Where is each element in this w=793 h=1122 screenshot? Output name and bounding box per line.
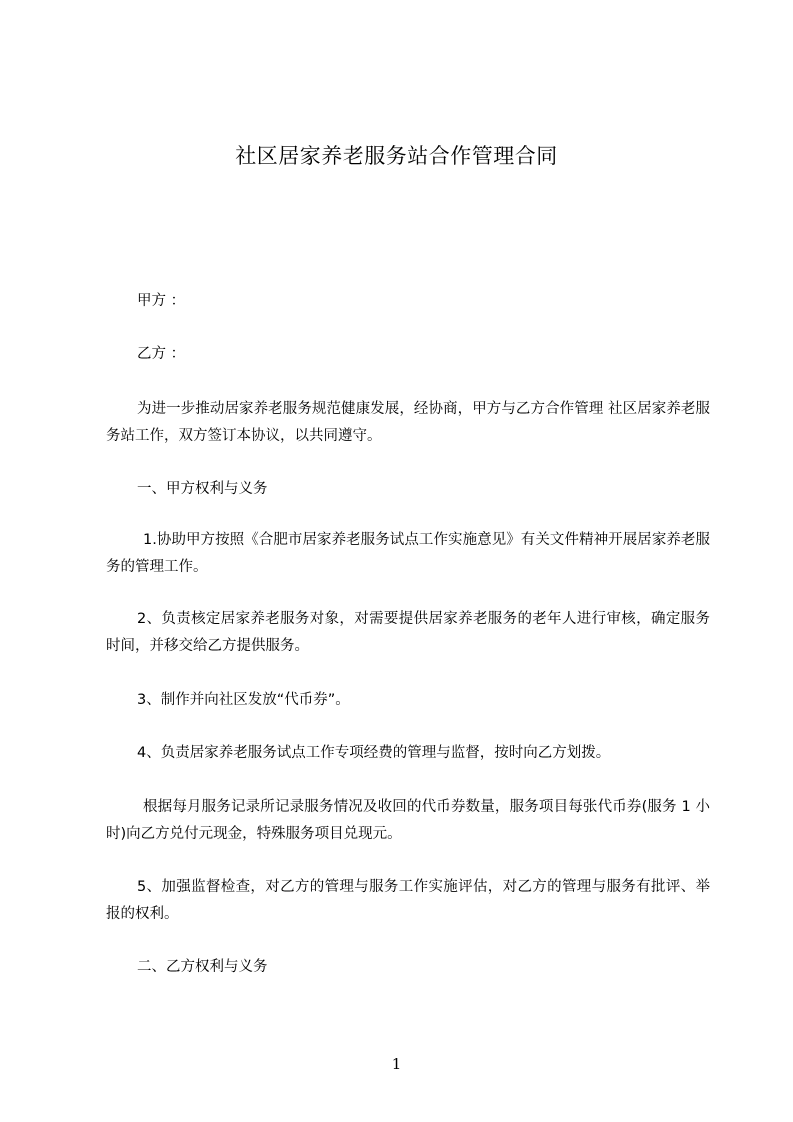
clause-4: 4、负责居家养老服务试点工作专项经费的管理与监督，按时向乙方划拨。 <box>137 745 611 761</box>
document-title: 社区居家养老服务站合作管理合同 <box>235 144 558 168</box>
party-b-label: 乙方 ： <box>137 346 186 362</box>
clause-5: 5、加强监督检查，对乙方的管理与服务工作实施评估，对乙方的管理与服务有批评、举报的权利。 <box>106 879 710 922</box>
page-number: 1 <box>391 1055 402 1073</box>
section-2-heading: 二、乙方权利与义务 <box>137 959 268 975</box>
clause-4-detail: 根据每月服务记录所记录服务情况及收回的代币券数量，服务项目每张代币券(服务 1 小时)向乙方兑付元现金，特殊服务项目兑现元。 <box>106 799 710 842</box>
clause-2: 2、负责核定居家养老服务对象，对需要提供居家养老服务的老年人进行审核，确定服务时间，并移交给乙方提供服务。 <box>106 611 710 654</box>
party-a-label: 甲方 ： <box>137 293 186 309</box>
intro-paragraph: 为进一步推动居家养老服务规范健康发展，经协商，甲方与乙方合作管理 社区居家养老服务站工作，双方签订本协议，以共同遵守。 <box>106 401 710 444</box>
clause-1: 1.协助甲方按照《合肥市居家养老服务试点工作实施意见》有关文件精神开展居家养老服务的管理工作。 <box>106 532 710 575</box>
clause-3: 3、制作并向社区发放“代币券”。 <box>137 692 350 708</box>
section-1-heading: 一、甲方权利与义务 <box>137 481 268 497</box>
